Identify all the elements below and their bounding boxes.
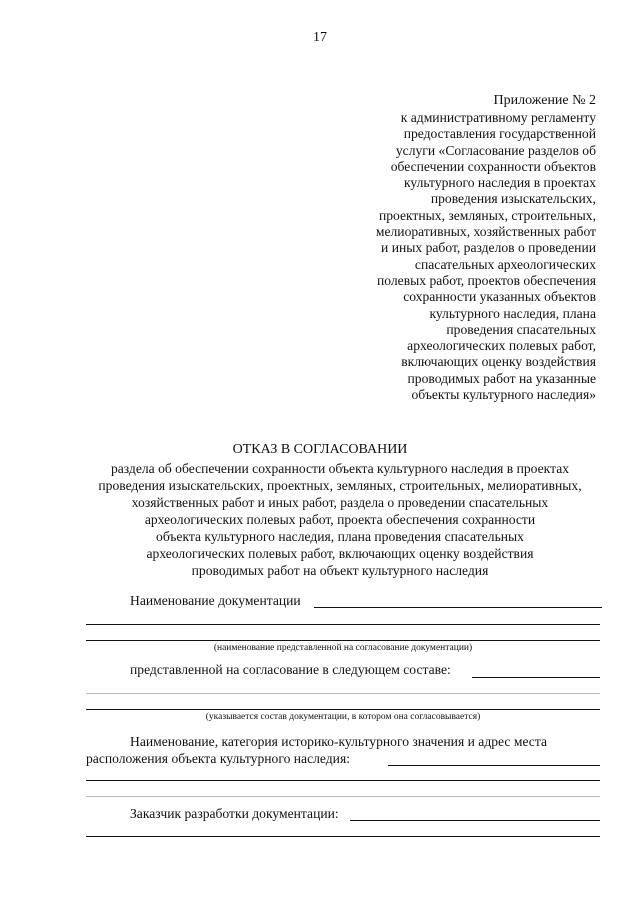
- appendix-line: культурного наследия в проектах: [403, 175, 596, 191]
- appendix-line: проведения спасательных: [446, 321, 596, 337]
- appendix-line: полевых работ, проектов обеспечения: [377, 272, 596, 288]
- customer-fill-line[interactable]: [86, 836, 600, 837]
- composition-caption: (указывается состав документации, в котором она согласовывается): [205, 712, 481, 722]
- appendix-line: культурного наследия, плана: [429, 305, 596, 321]
- customer-label: Заказчик разработки документации:: [130, 806, 339, 821]
- appendix-reference: [296, 110, 596, 403]
- composition-fill-line[interactable]: [86, 709, 600, 710]
- subtitle-line: хозяйственных работ и иных работ, раздела о проведении спасательных: [131, 495, 549, 510]
- appendix-line: объекты культурного наследия»: [411, 387, 596, 403]
- doc-name-caption: (наименование представленной на согласование документации): [213, 643, 473, 653]
- subtitle-line: объекта культурного наследия, плана проведения спасательных: [156, 529, 524, 544]
- appendix-line: проводимых работ на указанные: [407, 370, 596, 386]
- doc-name-fill-line[interactable]: [86, 640, 600, 641]
- appendix-line: включающих оценку воздействия: [401, 354, 596, 370]
- appendix-line: предоставления государственной: [403, 126, 596, 142]
- customer-fill-line[interactable]: [350, 820, 600, 821]
- appendix-line: спасательных археологических: [414, 256, 596, 272]
- document-title: ОТКАЗ В СОГЛАСОВАНИИ: [232, 442, 408, 457]
- object-fill-line[interactable]: [86, 796, 600, 797]
- object-label-line2: расположения объекта культурного наследия:: [86, 751, 350, 766]
- doc-name-fill-line[interactable]: [314, 607, 602, 608]
- subtitle-line: раздела об обеспечении сохранности объекта культурного наследия в проектах: [110, 461, 570, 476]
- doc-name-label: Наименование документации: [130, 593, 301, 608]
- appendix-line: и иных работ, разделов о проведении: [381, 240, 596, 256]
- appendix-line: обеспечении сохранности объектов: [390, 158, 596, 174]
- appendix-line: к административному регламенту: [400, 110, 596, 125]
- appendix-line: мелиоративных, хозяйственных работ: [375, 224, 596, 240]
- appendix-line: проведения изыскательских,: [430, 191, 596, 207]
- appendix-line: археологических полевых работ,: [407, 338, 596, 354]
- subtitle-line: археологических полевых работ, проекта обеспечения сохранности: [144, 512, 536, 527]
- composition-fill-line[interactable]: [86, 693, 600, 694]
- page-number: 17: [313, 30, 327, 45]
- object-fill-line[interactable]: [388, 765, 600, 766]
- subtitle-line: проведения изыскательских, проектных, земляных, строительных, мелиоративных,: [98, 478, 582, 493]
- appendix-line: услуги «Согласование разделов об: [395, 142, 596, 158]
- object-label-line1: Наименование, категория историко-культурного значения и адрес места: [130, 734, 547, 749]
- composition-fill-line[interactable]: [472, 677, 600, 678]
- object-fill-line[interactable]: [86, 780, 600, 781]
- document-subtitle: [80, 460, 600, 579]
- appendix-line: проектных, земляных, строительных,: [378, 207, 596, 223]
- subtitle-line: археологических полевых работ, включающих оценку воздействия: [146, 546, 534, 561]
- appendix-label: Приложение № 2: [493, 93, 596, 108]
- doc-name-fill-line[interactable]: [86, 624, 600, 625]
- composition-label: представленной на согласование в следующем составе:: [130, 662, 451, 677]
- subtitle-line: проводимых работ на объект культурного наследия: [191, 563, 489, 578]
- appendix-line: сохранности указанных объектов: [403, 289, 596, 305]
